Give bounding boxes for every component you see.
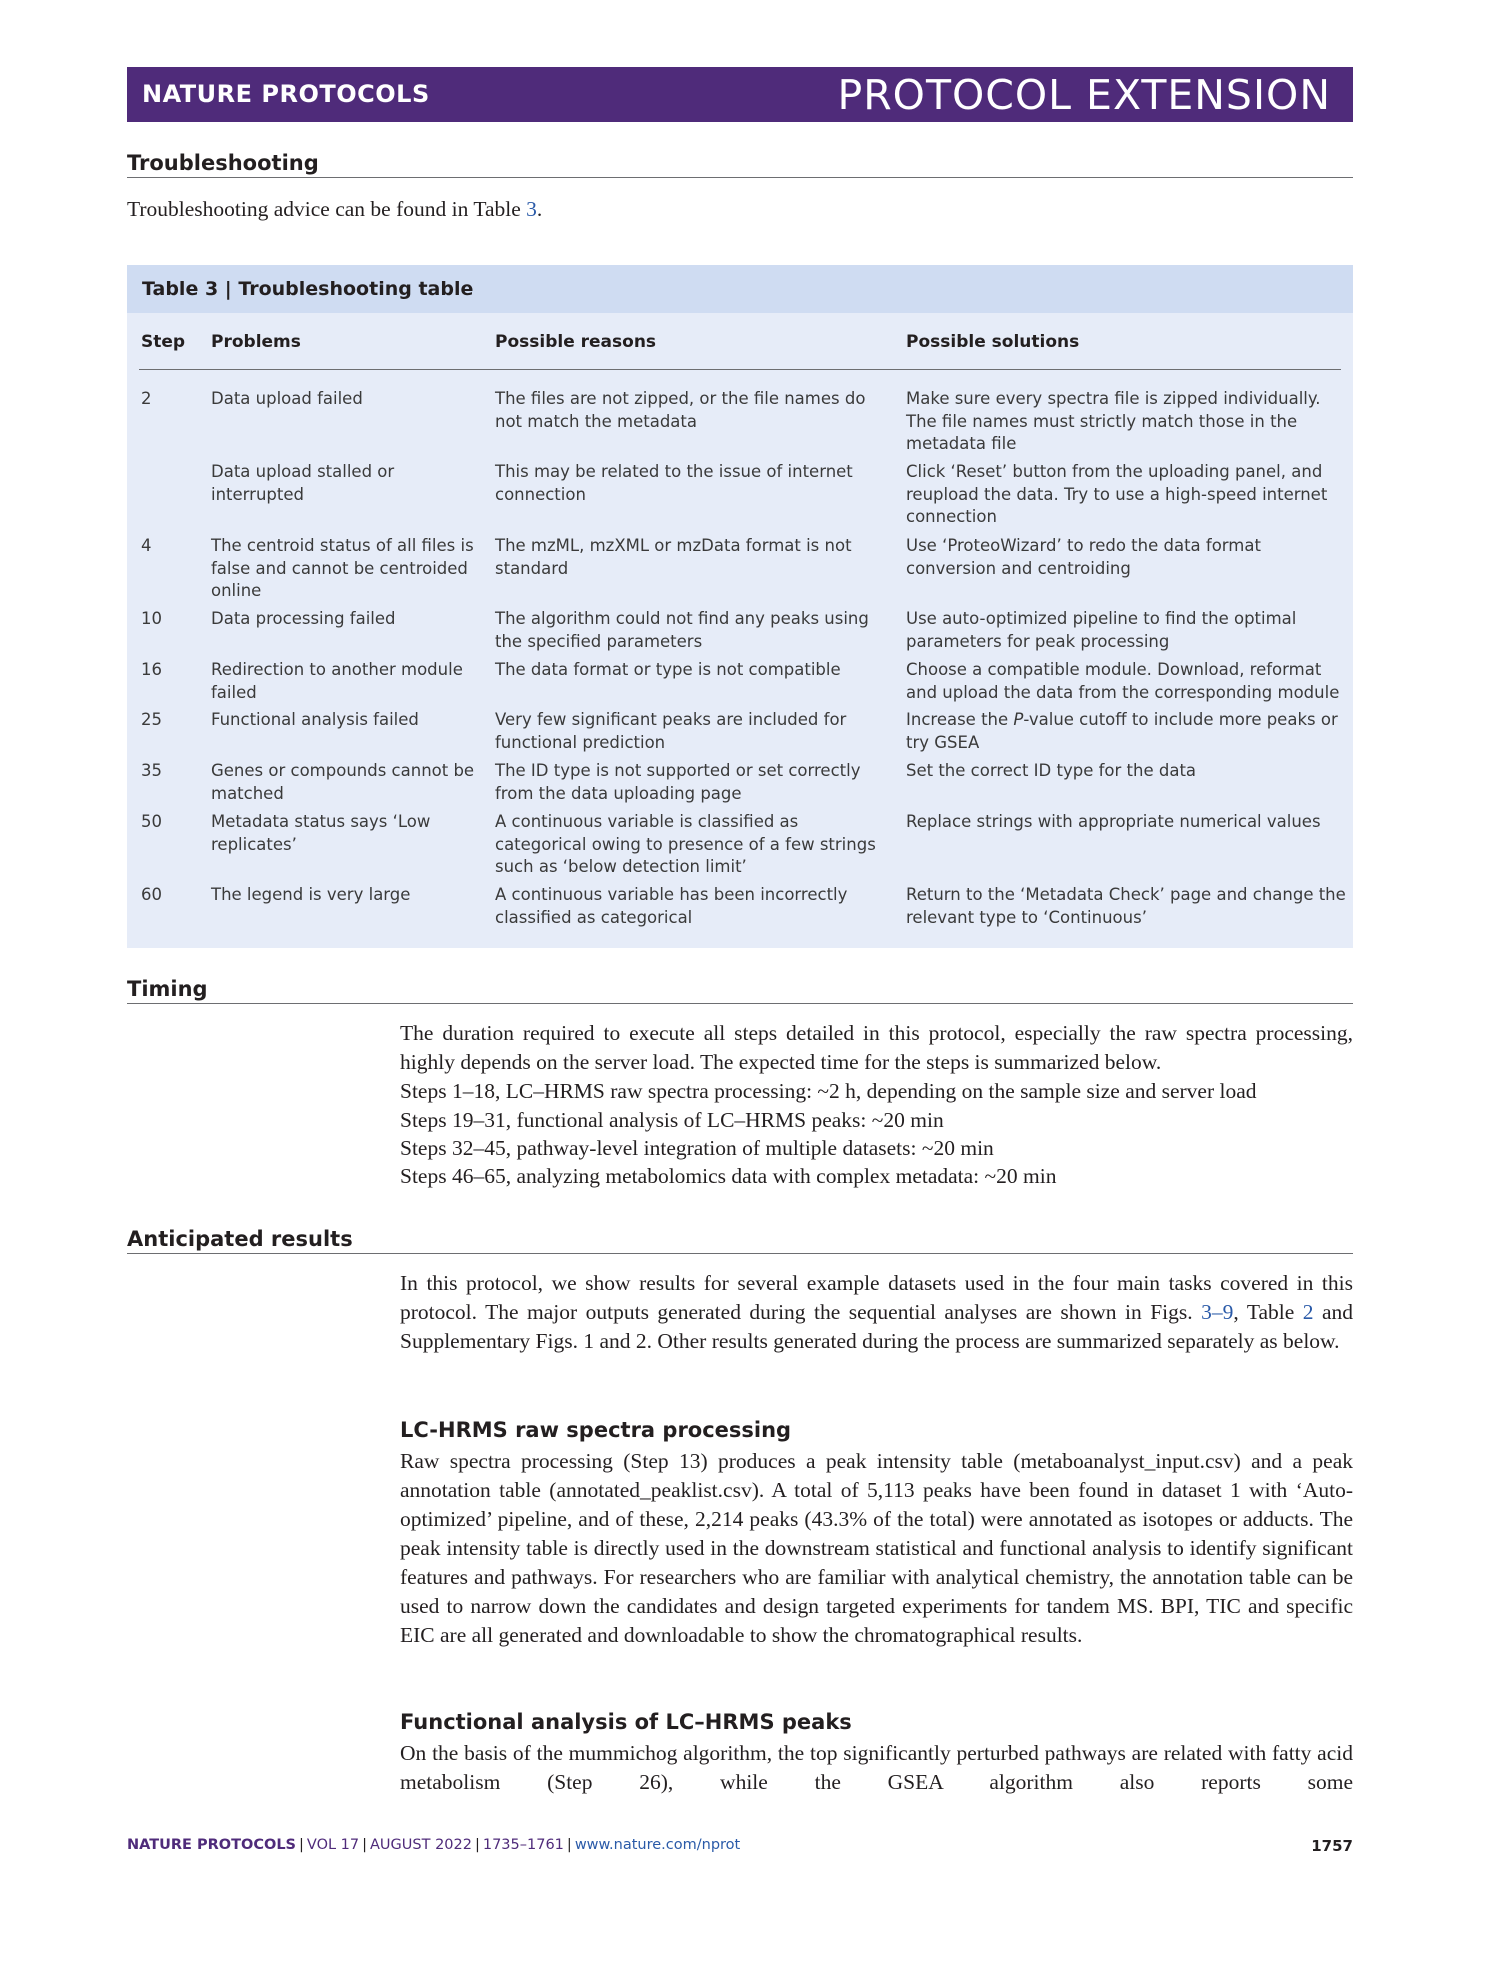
- page-number: 1757: [1311, 1837, 1353, 1855]
- troubleshooting-heading: Troubleshooting: [127, 151, 1353, 178]
- column-header-problems: Problems: [211, 332, 301, 352]
- row-solution: Set the correct ID type for the data: [906, 761, 1197, 780]
- header-rule: [139, 369, 1341, 370]
- footer-journal: NATURE PROTOCOLS: [127, 1837, 297, 1853]
- row-reason: Very few significant peaks are included for functional prediction: [495, 710, 847, 752]
- footer-date: AUGUST 2022: [370, 1837, 472, 1853]
- lc-hrms-processing-subheading: LC-HRMS raw spectra processing: [400, 1418, 792, 1442]
- row-reason: The algorithm could not find any peaks using the specified parameters: [495, 609, 869, 651]
- troubleshooting-intro: [127, 195, 1353, 224]
- footer-volume: VOL 17: [306, 1837, 360, 1853]
- anticipated-paragraph: [400, 1269, 1353, 1356]
- row-step: 50: [141, 812, 162, 831]
- figs-3-9-link[interactable]: 3–9: [1201, 1300, 1234, 1324]
- timing-line: Steps 1–18, LC–HRMS raw spectra processing: ~2 h, depending on the sample size and server load: [400, 1079, 1257, 1103]
- troubleshooting-table: [127, 265, 1353, 948]
- intro-text: Troubleshooting advice can be found in Table: [127, 197, 527, 221]
- footer-pages: 1735–1761: [482, 1837, 564, 1853]
- paragraph-text: and Supplementary Figs. 1 and 2. Other results generated during the process are summarized separately as below.: [400, 1300, 1353, 1353]
- timing-line: Steps 32–45, pathway-level integration of multiple datasets: ~20 min: [400, 1136, 994, 1160]
- row-reason: The ID type is not supported or set correctly from the data uploading page: [495, 761, 861, 803]
- table-2-link[interactable]: 2: [1302, 1300, 1314, 1324]
- row-step: 4: [141, 536, 152, 555]
- intro-end: .: [536, 197, 543, 221]
- row-reason: This may be related to the issue of internet connection: [495, 462, 853, 504]
- row-step: 25: [141, 710, 162, 729]
- row-solution: Click ‘Reset’ button from the uploading panel, and reupload the data. Try to use a high-speed internet connection: [906, 462, 1328, 526]
- timing-line: Steps 46–65, analyzing metabolomics data with complex metadata: ~20 min: [400, 1164, 1057, 1188]
- column-header-step: Step: [141, 332, 186, 352]
- row-problem: Functional analysis failed: [211, 710, 419, 729]
- timing-line: Steps 19–31, functional analysis of LC–HRMS peaks: ~20 min: [400, 1108, 944, 1132]
- paragraph-text: In this protocol, we show results for several example datasets used in the four main tasks covered in this protocol. The major outputs generated during the sequential analyses are shown in Figs.: [400, 1271, 1353, 1324]
- row-solution: Use auto-optimized pipeline to find the optimal parameters for peak processing: [906, 609, 1297, 651]
- row-problem: Data upload stalled or interrupted: [211, 462, 395, 504]
- table-caption-label: Table 3 |: [142, 278, 239, 300]
- row-problem: Data upload failed: [211, 389, 363, 408]
- table-3-link[interactable]: 3: [526, 197, 537, 221]
- footer-url-link[interactable]: www.nature.com/nprot: [574, 1837, 741, 1853]
- table-caption-title: Troubleshooting table: [238, 278, 474, 300]
- row-step: 2: [141, 389, 152, 408]
- row-solution: [906, 709, 1346, 754]
- row-solution: Make sure every spectra file is zipped individually. The file names must strictly match those in the metadata file: [906, 389, 1321, 453]
- row-solution: Use ‘ProteoWizard’ to redo the data format conversion and centroiding: [906, 536, 1261, 578]
- p-italic: P: [1013, 710, 1024, 729]
- row-problem: The centroid status of all files is false and cannot be centroided online: [211, 536, 474, 600]
- row-reason: A continuous variable has been incorrectly classified as categorical: [495, 885, 848, 927]
- journal-name: NATURE PROTOCOLS: [142, 80, 430, 108]
- solution-text: -value cutoff to include more peaks or try GSEA: [906, 710, 1338, 752]
- page-footer: NATURE PROTOCOLS | VOL 17 | AUGUST 2022 | 1735–1761 | www.nature.com/nprot 1757: [127, 1837, 1353, 1855]
- column-header-reasons: Possible reasons: [495, 332, 657, 352]
- functional-analysis-subheading: Functional analysis of LC–HRMS peaks: [400, 1710, 852, 1734]
- row-reason: The mzML, mzXML or mzData format is not standard: [495, 536, 852, 578]
- article-type: PROTOCOL EXTENSION: [837, 71, 1331, 119]
- row-problem: The legend is very large: [211, 885, 411, 904]
- row-step: 60: [141, 885, 162, 904]
- paragraph-text: , Table: [1233, 1300, 1303, 1324]
- lc-hrms-processing-paragraph: Raw spectra processing (Step 13) produces a peak intensity table (metaboanalyst_input.csv) and a peak annotation table (annotated_peaklist.csv). A total of 5,113 peaks have been found in dataset 1 with ‘Auto-optimized’ pipeline, and of these, 2,214 peaks (43.3% of the total) were annotated as isotopes or adducts. The peak intensity table is directly used in the downstream statistical and functional analysis to identify significant features and pathways. For researchers who are familiar with analytical chemistry, the annotation table can be used to narrow down the candidates and design targeted experiments for tandem MS. BPI, TIC and specific EIC are all generated and downloadable to show the chromatographical results.: [400, 1449, 1353, 1647]
- row-solution: Replace strings with appropriate numerical values: [906, 812, 1321, 831]
- solution-text: Increase the: [906, 710, 1014, 729]
- row-step: 16: [141, 660, 162, 679]
- row-problem: Data processing failed: [211, 609, 396, 628]
- row-problem: Metadata status says ‘Low replicates’: [211, 812, 431, 854]
- timing-heading: Timing: [127, 977, 1353, 1004]
- row-reason: The data format or type is not compatible: [495, 660, 841, 679]
- anticipated-results-heading: Anticipated results: [127, 1227, 1353, 1254]
- row-reason: The files are not zipped, or the file names do not match the metadata: [495, 389, 866, 431]
- column-header-solutions: Possible solutions: [906, 332, 1080, 352]
- row-problem: Redirection to another module failed: [211, 660, 463, 702]
- timing-paragraph: The duration required to execute all steps detailed in this protocol, especially the raw spectra processing, highly depends on the server load. The expected time for the steps is summarized below.: [400, 1021, 1353, 1074]
- journal-banner: [127, 67, 1353, 122]
- functional-analysis-paragraph: On the basis of the mummichog algorithm, the top significantly perturbed pathways are related with fatty acid metabolism (Step 26), while the GSEA algorithm also reports some: [400, 1741, 1353, 1794]
- row-solution: Choose a compatible module. Download, reformat and upload the data from the corresponding module: [906, 660, 1340, 702]
- row-problem: Genes or compounds cannot be matched: [211, 761, 475, 803]
- row-solution: Return to the ‘Metadata Check’ page and change the relevant type to ‘Continuous’: [906, 885, 1346, 927]
- table-caption: [127, 265, 1353, 313]
- row-step: 10: [141, 609, 162, 628]
- row-step: 35: [141, 761, 162, 780]
- row-reason: A continuous variable is classified as categorical owing to presence of a few strings such as ‘below detection limit’: [495, 812, 876, 876]
